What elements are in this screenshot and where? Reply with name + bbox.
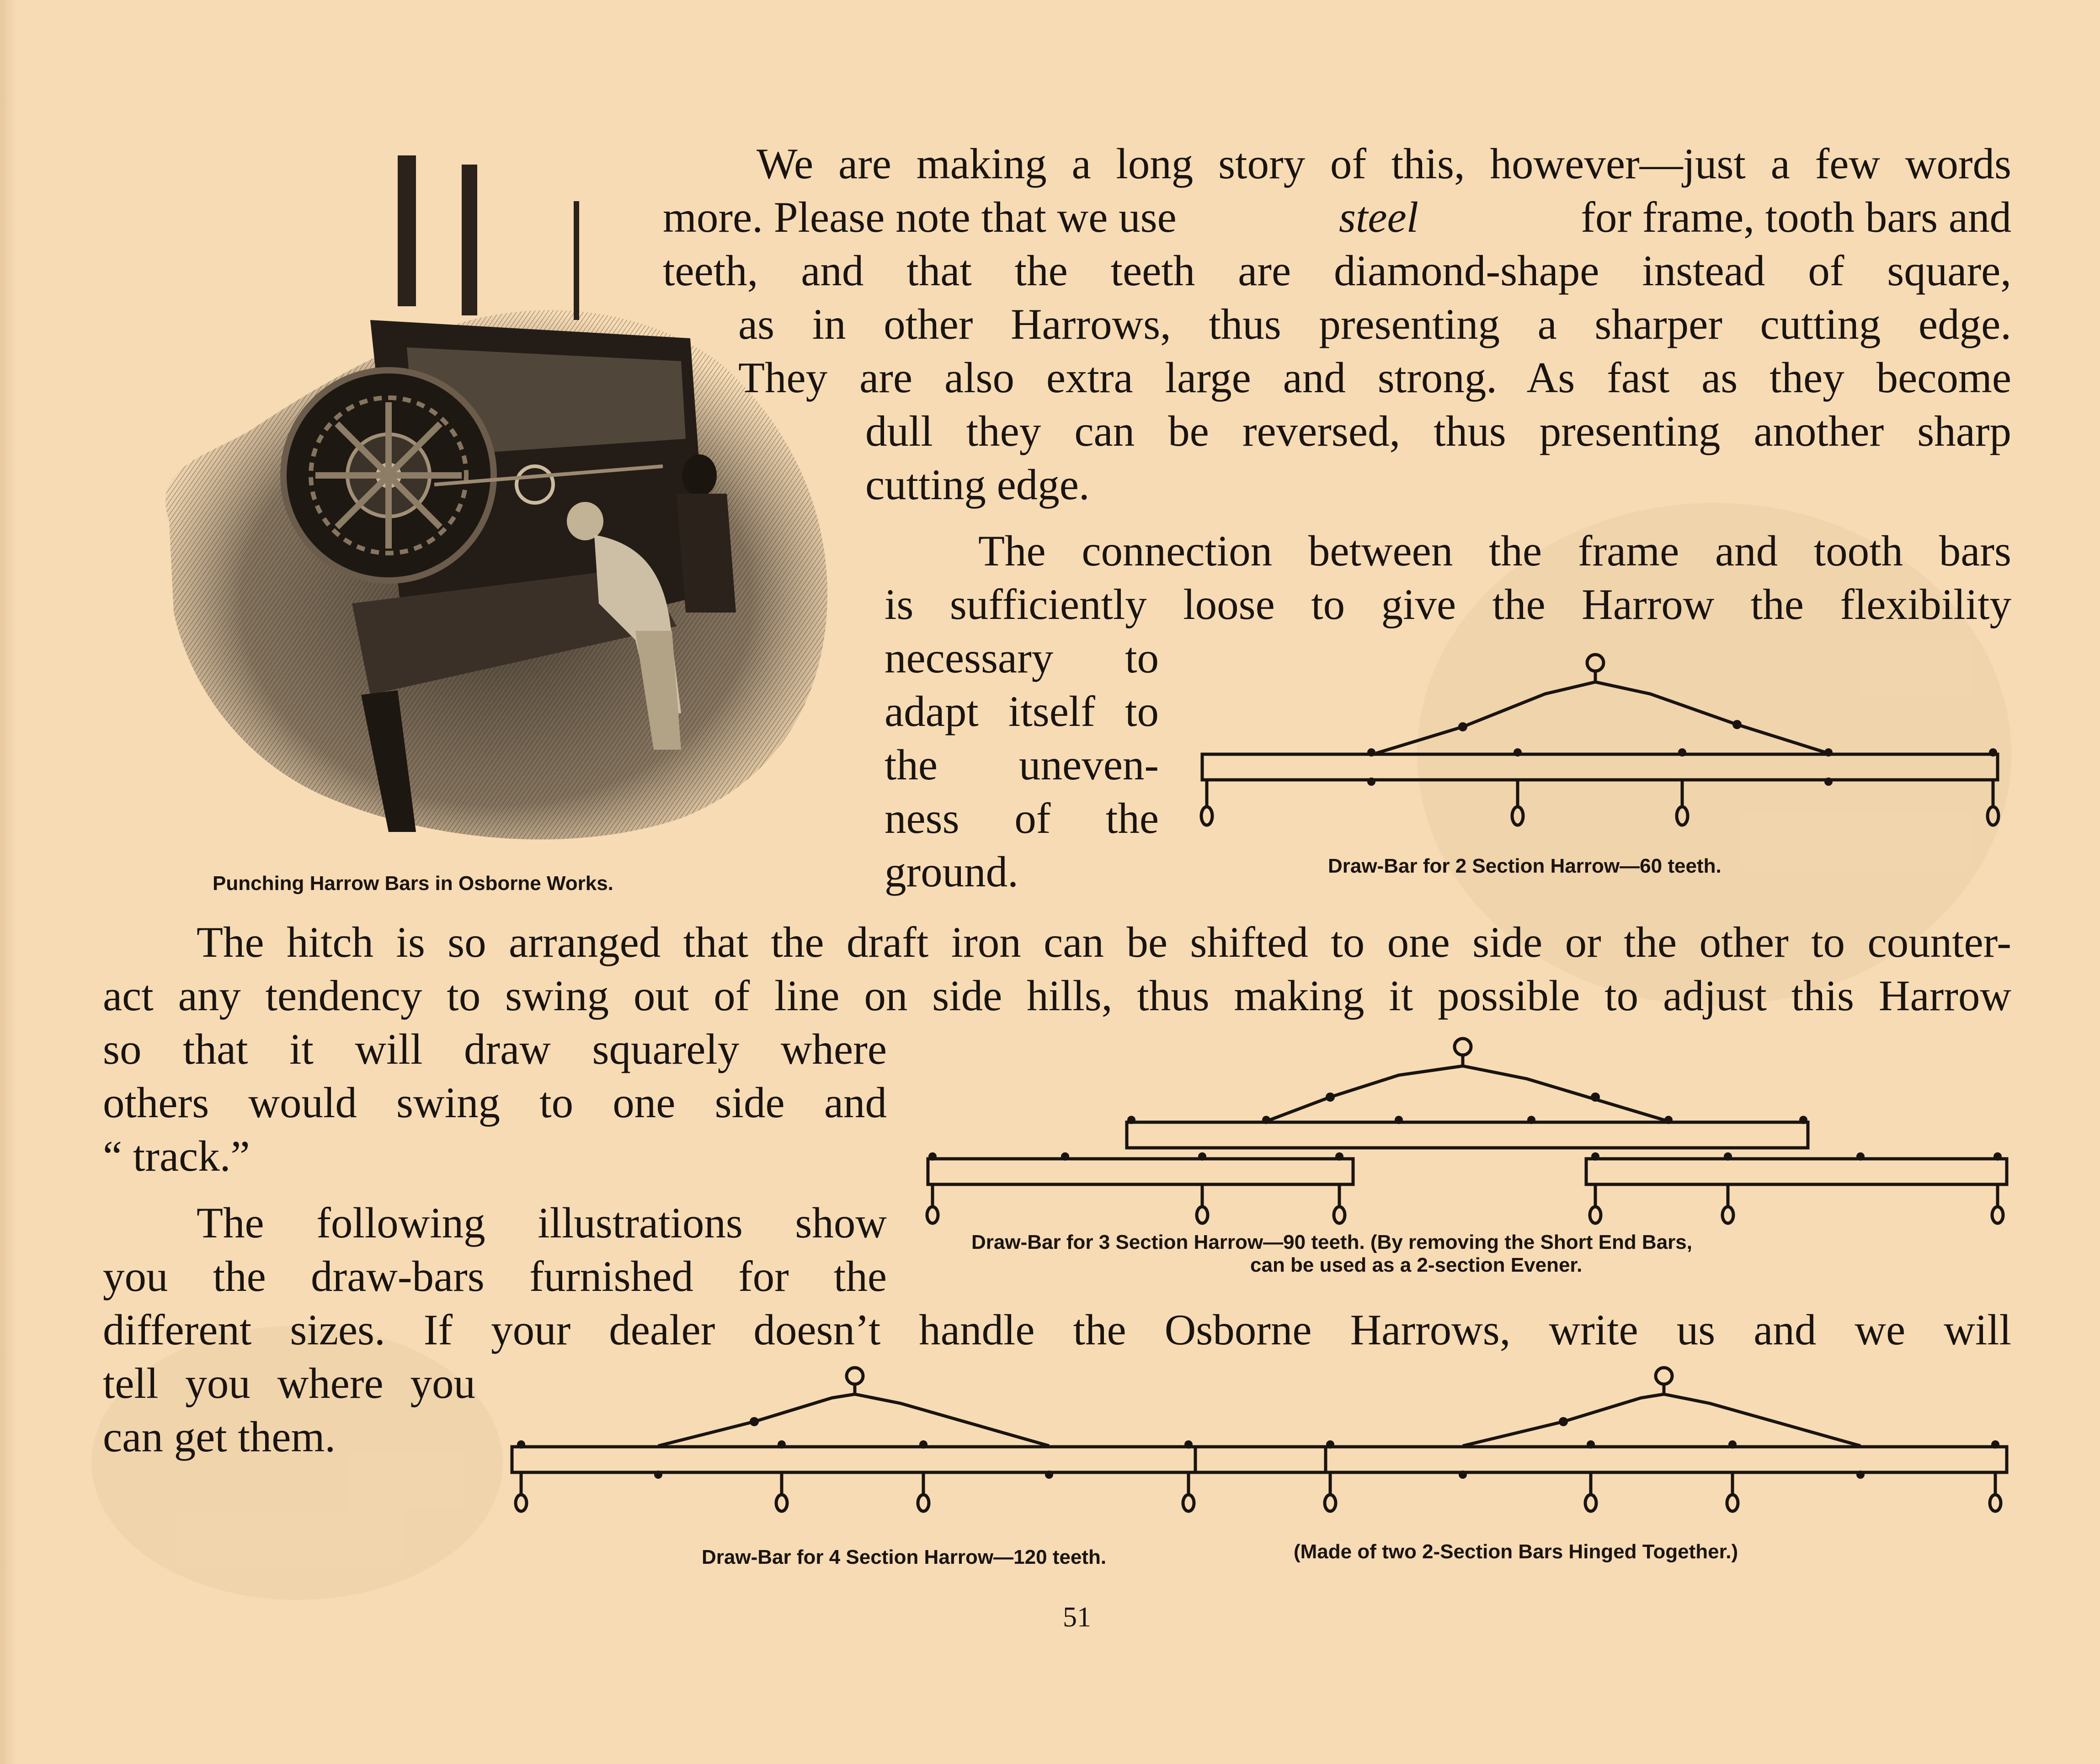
paragraph-line: “ track.”	[103, 1132, 250, 1180]
figure-caption: Draw-Bar for 4 Section Harrow—120 teeth.	[702, 1546, 1107, 1568]
paragraph-line: cutting edge.	[865, 460, 1090, 509]
paragraph-line: is sufficiently loose to give the Harrow the flexibility	[885, 580, 2011, 629]
paragraph-line: necessary to	[885, 634, 1159, 682]
figure-caption: can be used as a 2-section Evener.	[1250, 1254, 1583, 1276]
paragraph-line: They are also extra large and strong. As fast as they become	[738, 353, 2011, 402]
two-section-draw-bar	[1189, 649, 2011, 841]
paragraph-line: ground.	[885, 847, 1018, 896]
paragraph-line: can get them.	[103, 1412, 336, 1461]
paragraph-line: The hitch is so arranged that the draft iron can be shifted to one side or the other to counter-	[197, 918, 2011, 966]
paragraph-line: the uneven-	[885, 741, 1159, 789]
paragraph-line: so that it will draw squarely where	[103, 1025, 887, 1073]
paragraph-line: The following illustrations show	[197, 1199, 887, 1247]
paragraph-line: We are making a long story of this, however—just a few words	[757, 139, 2011, 188]
paragraph-line: ness of the	[885, 794, 1159, 842]
paragraph-line: different sizes. If your dealer doesn’t handle the Osborne Harrows, write us and we will	[103, 1306, 2011, 1354]
four-section-draw-bar	[503, 1362, 2020, 1536]
paragraph-line: teeth, and that the teeth are diamond-shape instead of square,	[663, 246, 2011, 295]
paragraph-line: act any tendency to swing out of line on side hills, thus making it possible to adjust this Harrow	[103, 971, 2011, 1020]
page-gutter-shadow	[0, 0, 16, 1764]
paragraph-line: others would swing to one side and	[103, 1078, 887, 1127]
figure-caption-note: (Made of two 2-Section Bars Hinged Together.)	[1294, 1540, 1738, 1563]
paragraph-fragment: more. Please note that we use	[663, 193, 1177, 241]
photo-caption: Punching Harrow Bars in Osborne Works.	[213, 872, 613, 895]
paragraph-line: dull they can be reversed, thus presenting another sharp	[865, 407, 2011, 455]
paragraph-line: tell you where you	[103, 1359, 475, 1407]
paragraph-line: you the draw-bars furnished for the	[103, 1252, 887, 1300]
paragraph-line	[663, 191, 2011, 244]
paragraph-line: as in other Harrows, thus presenting a sharper cutting edge.	[738, 300, 2011, 348]
paragraph-line: adapt itself to	[885, 687, 1159, 735]
emphasis-word: steel	[1338, 193, 1419, 241]
three-section-draw-bar	[919, 1033, 2016, 1225]
page-number: 51	[1063, 1602, 1091, 1633]
figure-caption: Draw-Bar for 2 Section Harrow—60 teeth.	[1328, 855, 1722, 877]
paragraph-fragment: for frame, tooth bars and	[1581, 193, 2011, 241]
paragraph-line: The connection between the frame and tooth bars	[978, 527, 2011, 575]
figure-caption: Draw-Bar for 3 Section Harrow—90 teeth. (By removing the Short End Bars,	[971, 1231, 1692, 1253]
